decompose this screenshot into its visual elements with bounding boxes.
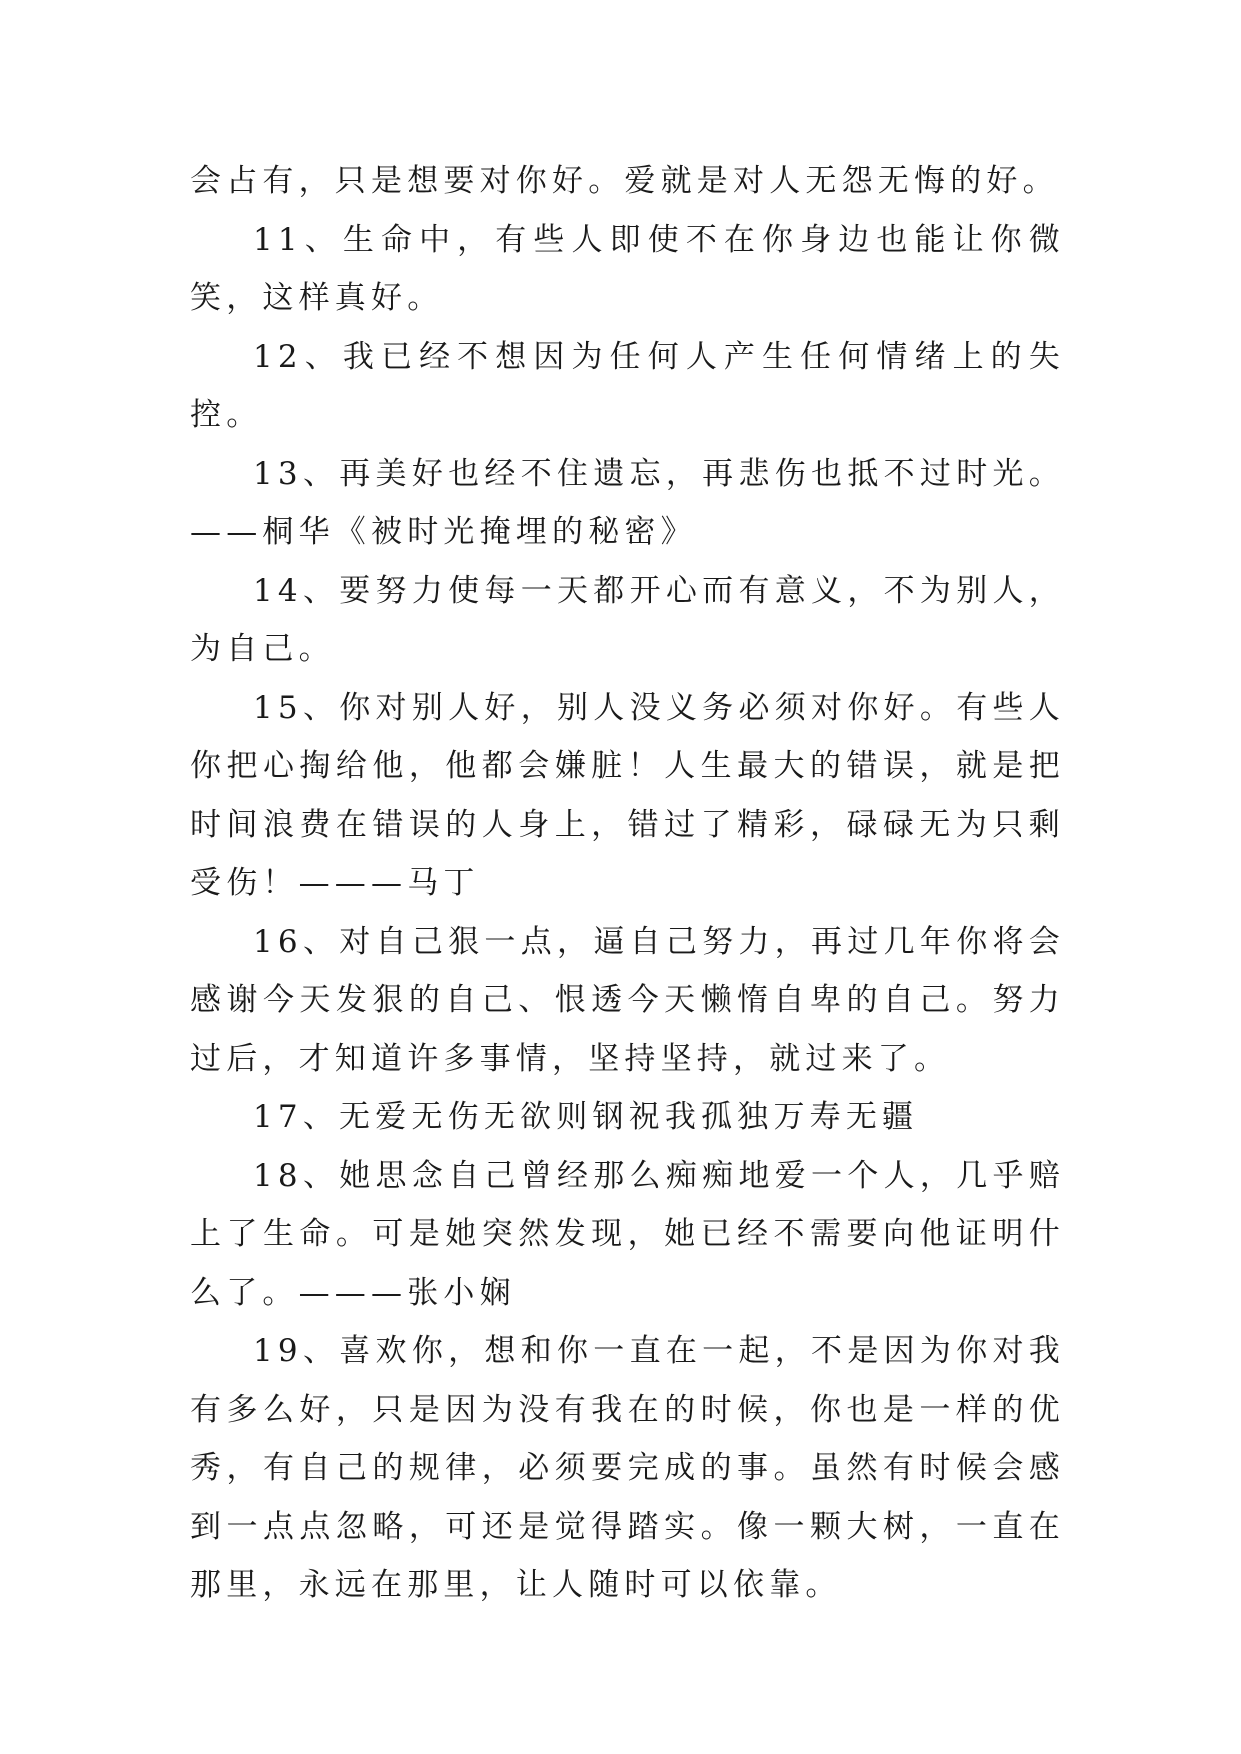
paragraph-item-19: 19、喜欢你，想和你一直在一起，不是因为你对我有多么好，只是因为没有我在的时候，你也是一样的优秀，有自己的规律，必须要完成的事。虽然有时候会感到一点点忽略，可还是觉得踏实。像一颗大树，一直在那里，永远在那里，让人随时可以依靠。 — [190, 1333, 1065, 1603]
paragraph-item-18: 18、她思念自己曾经那么痴痴地爱一个人，几乎赔上了生命。可是她突然发现，她已经不需要向他证明什么了。———张小娴 — [190, 1157, 1065, 1311]
paragraph-item-13: 13、再美好也经不住遗忘，再悲伤也抵不过时光。——桐华《被时光掩埋的秘密》 — [190, 455, 1065, 550]
document-page — [190, 152, 1065, 1615]
paragraph-item-11: 11、生命中，有些人即使不在你身边也能让你微笑，这样真好。 — [190, 221, 1065, 316]
paragraph-item-12: 12、我已经不想因为任何人产生任何情绪上的失控。 — [190, 338, 1065, 433]
paragraph-item-17: 17、无爱无伤无欲则钢祝我孤独万寿无疆 — [253, 1099, 919, 1135]
paragraph-item-14: 14、要努力使每一天都开心而有意义，不为别人，为自己。 — [190, 572, 1065, 667]
paragraph-item-16: 16、对自己狠一点，逼自己努力，再过几年你将会感谢今天发狠的自己、恨透今天懒惰自卑的自己。努力过后，才知道许多事情，坚持坚持，就过来了。 — [190, 923, 1065, 1077]
paragraph-continued: 会占有，只是想要对你好。爱就是对人无怨无悔的好。 — [190, 163, 1059, 199]
paragraph-item-15: 15、你对别人好，别人没义务必须对你好。有些人你把心掏给他，他都会嫌脏！人生最大的错误，就是把时间浪费在错误的人身上，错过了精彩，碌碌无为只剩受伤！———马丁 — [190, 689, 1065, 901]
